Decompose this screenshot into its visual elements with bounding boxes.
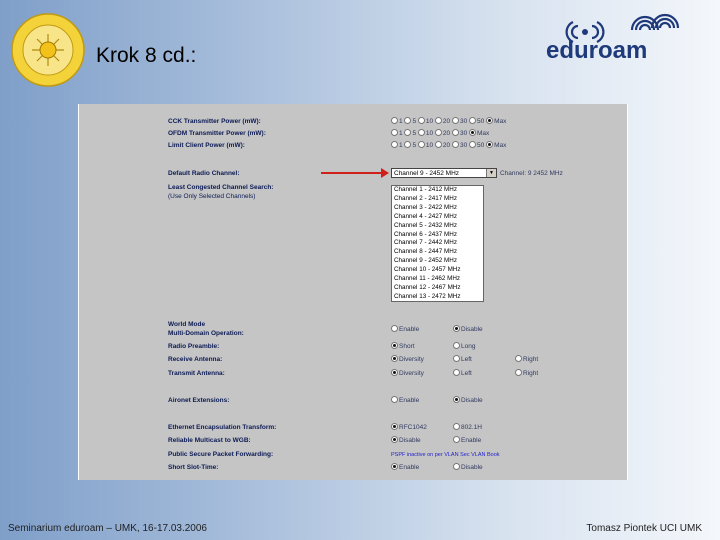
world-mode-label: World Mode: [168, 321, 206, 328]
list-item[interactable]: Channel 2 - 2417 MHz: [394, 194, 458, 202]
cck-power-options[interactable]: 1 5 10 20 30 50 Max: [391, 118, 506, 125]
least-congested-label: Least Congested Channel Search:: [168, 184, 274, 191]
list-item[interactable]: Channel 11 - 2462 MHz: [394, 275, 461, 283]
pspf-label: Public Secure Packet Forwarding:: [168, 451, 274, 458]
world-mode-disable-radio[interactable]: Disable: [453, 326, 483, 333]
slot-enable-radio[interactable]: Enable: [391, 464, 419, 471]
ethernet-encapsulation-label: Ethernet Encapsulation Transform:: [168, 424, 277, 431]
short-slot-time-label: Short Slot-Time:: [168, 464, 219, 471]
list-item[interactable]: Channel 1 - 2412 MHz: [394, 186, 458, 193]
channel-listbox[interactable]: [391, 185, 484, 302]
tx-diversity-radio[interactable]: Diversity: [391, 370, 424, 377]
preamble-short-radio[interactable]: Short: [391, 343, 415, 350]
list-item[interactable]: Channel 7 - 2442 MHz: [394, 239, 458, 247]
eth-rfc1042-radio[interactable]: RFC1042: [391, 424, 427, 431]
list-item[interactable]: Channel 4 - 2427 MHz: [394, 212, 458, 220]
preamble-long-radio[interactable]: Long: [453, 343, 475, 350]
list-item[interactable]: Channel 5 - 2432 MHz: [394, 221, 458, 229]
ofdm-power-label: OFDM Transmitter Power (mW):: [168, 130, 266, 137]
slide-title: Krok 8 cd.:: [96, 44, 197, 67]
default-channel-select[interactable]: Channel 9 - 2452 MHz ▼: [391, 168, 497, 178]
access-point-settings-screenshot: [78, 104, 628, 480]
tx-left-radio[interactable]: Left: [453, 370, 472, 377]
tx-right-radio[interactable]: Right: [515, 370, 538, 377]
aironet-enable-radio[interactable]: Enable: [391, 397, 419, 404]
current-channel-note: Channel: 9 2452 MHz: [500, 170, 563, 177]
cck-power-label: CCK Transmitter Power (mW):: [168, 118, 261, 125]
ofdm-power-options[interactable]: 1 5 10 20 30 Max: [391, 130, 489, 137]
slot-disable-radio[interactable]: Disable: [453, 464, 483, 471]
receive-antenna-label: Receive Antenna:: [168, 356, 223, 363]
limit-client-power-options[interactable]: 1 5 10 20 30 50 Max: [391, 142, 506, 149]
least-congested-sublabel: (Use Only Selected Channels): [168, 193, 256, 200]
list-item[interactable]: Channel 9 - 2452 MHz: [394, 257, 458, 265]
rx-left-radio[interactable]: Left: [453, 356, 472, 363]
list-item[interactable]: Channel 10 - 2457 MHz: [394, 266, 461, 274]
footer-right: Tomasz Piontek UCI UMK: [586, 523, 702, 534]
list-item[interactable]: Channel 8 - 2447 MHz: [394, 248, 458, 256]
eth-8021h-radio[interactable]: 802.1H: [453, 424, 482, 431]
eduroam-logo-text: eduroam: [546, 37, 648, 64]
footer-left: Seminarium eduroam – UMK, 16-17.03.2006: [8, 523, 207, 534]
transmit-antenna-label: Transmit Antenna:: [168, 370, 225, 377]
red-arrow-head: [381, 168, 389, 178]
list-item[interactable]: Channel 12 - 2467 MHz: [394, 283, 461, 291]
pspf-link[interactable]: PSPF inactive on per VLAN Sec VLAN Book: [391, 452, 500, 458]
eduroam-logo: [540, 8, 710, 64]
world-mode-enable-radio[interactable]: Enable: [391, 326, 419, 333]
multicast-enable-radio[interactable]: Enable: [453, 437, 481, 444]
limit-client-power-label: Limit Client Power (mW):: [168, 142, 245, 149]
university-seal-logo: [10, 12, 86, 88]
red-arrow-line: [321, 172, 383, 174]
list-item[interactable]: Channel 13 - 2472 MHz: [394, 292, 461, 300]
list-item[interactable]: Channel 6 - 2437 MHz: [394, 230, 458, 238]
reliable-multicast-label: Reliable Multicast to WGB:: [168, 437, 251, 444]
aironet-extensions-label: Aironet Extensions:: [168, 397, 230, 404]
chevron-down-icon[interactable]: ▼: [486, 169, 496, 177]
rx-right-radio[interactable]: Right: [515, 356, 538, 363]
aironet-disable-radio[interactable]: Disable: [453, 397, 483, 404]
multicast-disable-radio[interactable]: Disable: [391, 437, 421, 444]
multi-domain-label: Multi-Domain Operation:: [168, 330, 244, 337]
radio-preamble-label: Radio Preamble:: [168, 343, 220, 350]
rx-diversity-radio[interactable]: Diversity: [391, 356, 424, 363]
list-item[interactable]: Channel 3 - 2422 MHz: [394, 203, 458, 211]
default-channel-label: Default Radio Channel:: [168, 170, 240, 177]
